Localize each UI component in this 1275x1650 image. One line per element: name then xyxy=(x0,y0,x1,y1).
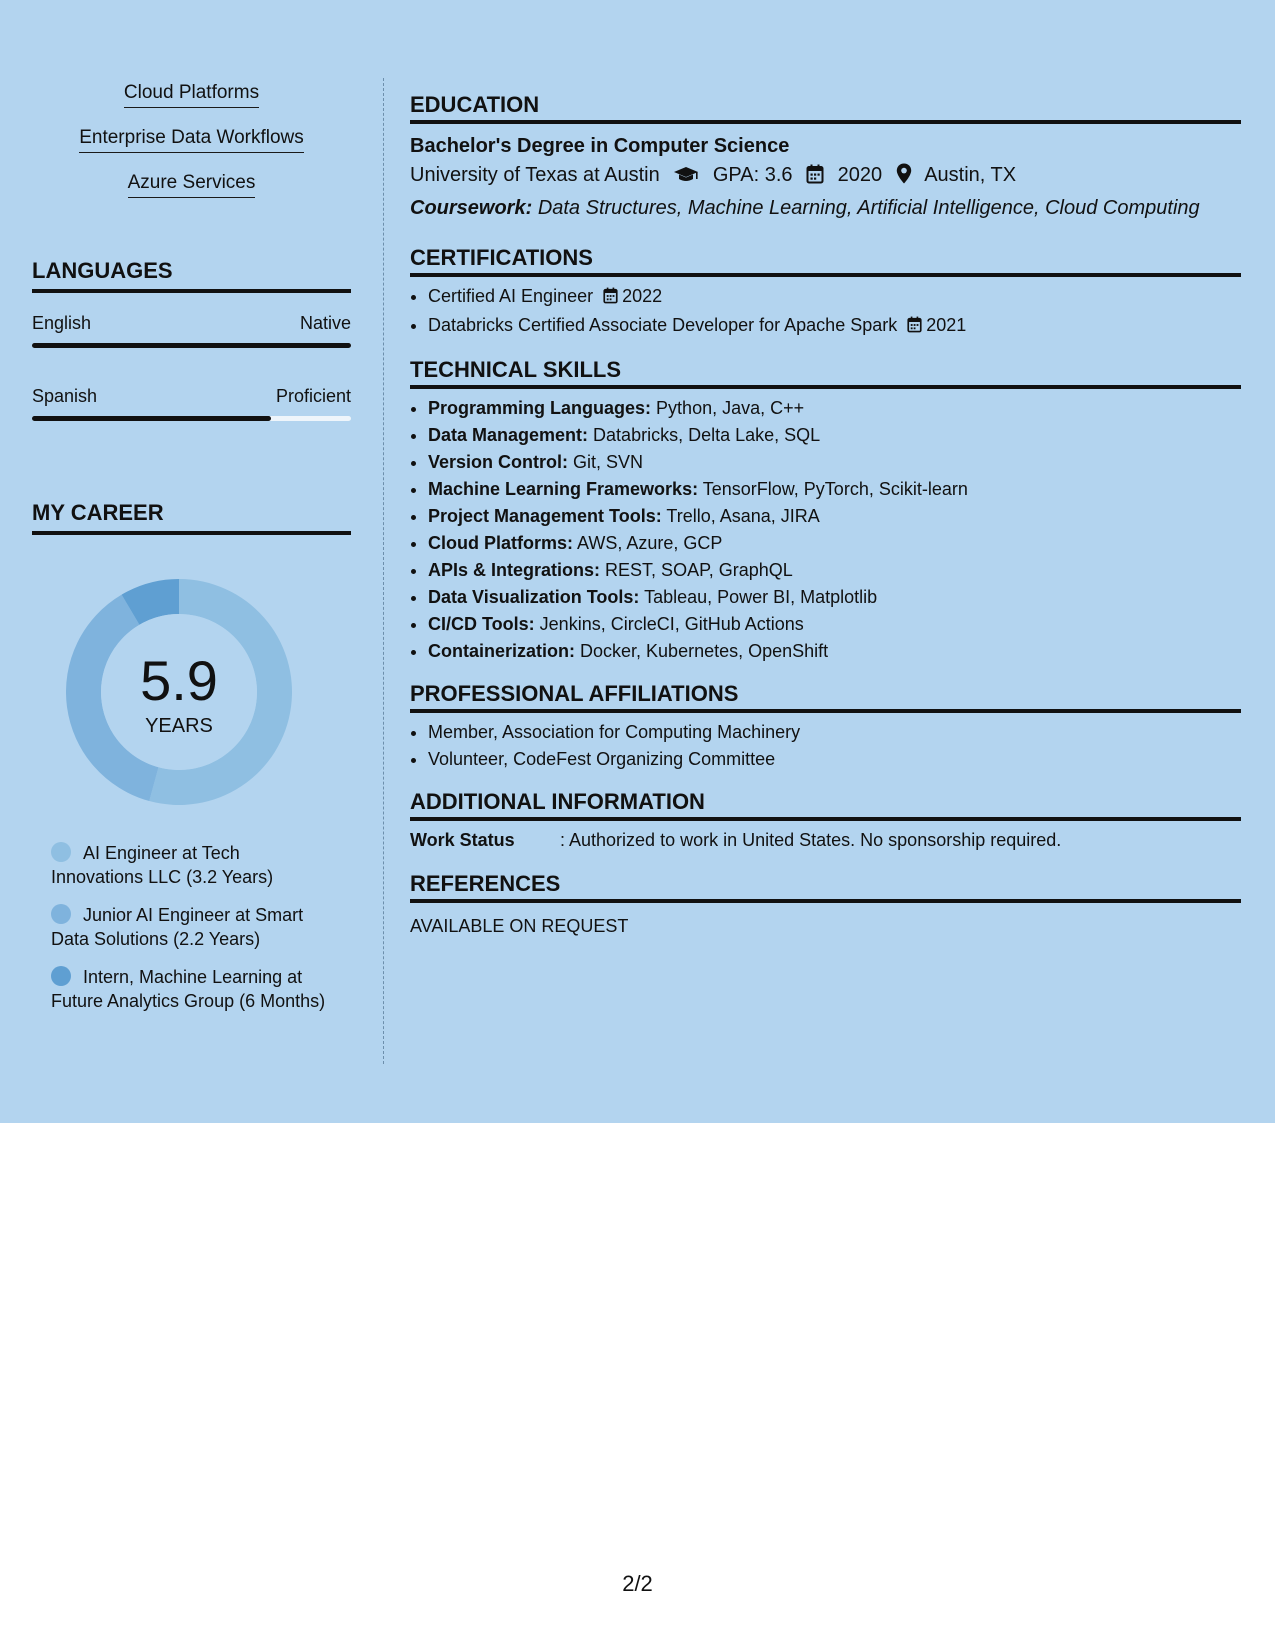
skill-item: • Project Management Tools: Trello, Asana, JIRA xyxy=(428,503,1241,530)
right-column xyxy=(410,92,1241,939)
affiliations-title: PROFESSIONAL AFFILIATIONS xyxy=(410,681,1241,713)
affiliations-list xyxy=(410,719,1241,773)
page-number: 2/2 xyxy=(622,1571,653,1596)
language-level: Native xyxy=(299,313,351,333)
school-name: University of Texas at Austin xyxy=(410,164,660,186)
technical-skills-title: TECHNICAL SKILLS xyxy=(410,357,1241,389)
language-bar-fill xyxy=(32,343,351,348)
career-legend-item: AI Engineer at Tech Innovations LLC (3.2 Years) xyxy=(51,843,274,887)
skill-item: • Data Management: Databricks, Delta Lake, SQL xyxy=(428,422,1241,449)
left-column xyxy=(32,80,351,1027)
language-name: Spanish xyxy=(32,386,98,406)
affiliation-item: • Volunteer, CodeFest Organizing Committee xyxy=(428,746,1241,773)
legend-dot-icon xyxy=(51,966,71,986)
education-details xyxy=(410,160,1241,193)
coursework-label: Coursework: xyxy=(410,197,533,219)
certifications-section xyxy=(410,245,1241,341)
calendar-icon xyxy=(907,314,922,341)
languages-title: LANGUAGES xyxy=(32,257,351,293)
work-status-value: : Authorized to work in United States. No sponsorship required. xyxy=(560,830,1062,850)
column-divider xyxy=(383,78,384,1064)
additional-info-title: ADDITIONAL INFORMATION xyxy=(410,789,1241,821)
language-bar xyxy=(32,343,351,348)
language-level: Proficient xyxy=(275,386,351,406)
skill-item: • Programming Languages: Python, Java, C++ xyxy=(428,395,1241,422)
calendar-icon xyxy=(603,285,618,312)
references-text: AVAILABLE ON REQUEST xyxy=(410,916,629,936)
skill-item: • Containerization: Docker, Kubernetes, OpenShift xyxy=(428,638,1241,665)
graduation-year: 2020 xyxy=(837,164,883,186)
degree-name: Bachelor's Degree in Computer Science xyxy=(410,135,790,157)
career-total-unit: YEARS xyxy=(145,715,213,737)
references-section xyxy=(410,871,1241,939)
career-title: MY CAREER xyxy=(32,499,351,535)
language-bar xyxy=(32,416,351,421)
skill-tag: Enterprise Data Workflows xyxy=(79,125,304,153)
career-total-years: 5.9 xyxy=(140,649,218,712)
languages-section xyxy=(32,257,351,421)
education-title: EDUCATION xyxy=(410,92,1241,124)
language-item xyxy=(32,311,351,348)
location-pin-icon xyxy=(896,163,912,193)
skill-item: • APIs & Integrations: REST, SOAP, GraphQL xyxy=(428,557,1241,584)
skill-item: • Version Control: Git, SVN xyxy=(428,449,1241,476)
language-bar-fill xyxy=(32,416,271,421)
additional-info-section xyxy=(410,789,1241,853)
certifications-title: CERTIFICATIONS xyxy=(410,245,1241,277)
work-status-row xyxy=(410,827,1241,853)
school-location: Austin, TX xyxy=(924,164,1017,186)
affiliation-item: • Member, Association for Computing Machinery xyxy=(428,719,1241,746)
career-legend-item: Junior AI Engineer at Smart Data Solutions (2.2 Years) xyxy=(51,905,304,949)
graduation-cap-icon xyxy=(673,163,699,193)
gpa: GPA: 3.6 xyxy=(712,164,793,186)
certification-item: • Databricks Certified Associate Developer for Apache Spark 2021 xyxy=(428,312,1241,341)
coursework xyxy=(410,193,1241,223)
language-name: English xyxy=(32,313,92,333)
legend-dot-icon xyxy=(51,842,71,862)
skill-item: • Data Visualization Tools: Tableau, Power BI, Matplotlib xyxy=(428,584,1241,611)
language-item xyxy=(32,384,351,421)
career-section xyxy=(32,499,351,1013)
education-section xyxy=(410,92,1241,223)
skill-item: • CI/CD Tools: Jenkins, CircleCI, GitHub Actions xyxy=(428,611,1241,638)
certification-item: • Certified AI Engineer 2022 xyxy=(428,283,1241,312)
calendar-icon xyxy=(806,163,824,193)
skill-item: • Machine Learning Frameworks: TensorFlow, PyTorch, Scikit-learn xyxy=(428,476,1241,503)
coursework-list: Data Structures, Machine Learning, Artificial Intelligence, Cloud Computing xyxy=(537,197,1200,219)
skills-tags xyxy=(32,80,351,215)
certifications-list xyxy=(410,283,1241,341)
legend-dot-icon xyxy=(51,904,71,924)
skill-tag: Azure Services xyxy=(128,170,256,198)
skill-tag: Cloud Platforms xyxy=(124,80,259,108)
work-status-label: Work Status xyxy=(410,830,515,850)
career-donut xyxy=(66,579,292,805)
references-title: REFERENCES xyxy=(410,871,1241,903)
career-legend xyxy=(51,841,331,1013)
affiliations-section xyxy=(410,681,1241,773)
technical-skills-section xyxy=(410,357,1241,665)
career-legend-item: Intern, Machine Learning at Future Analytics Group (6 Months) xyxy=(51,967,326,1011)
skill-item: • Cloud Platforms: AWS, Azure, GCP xyxy=(428,530,1241,557)
technical-skills-list xyxy=(410,395,1241,665)
